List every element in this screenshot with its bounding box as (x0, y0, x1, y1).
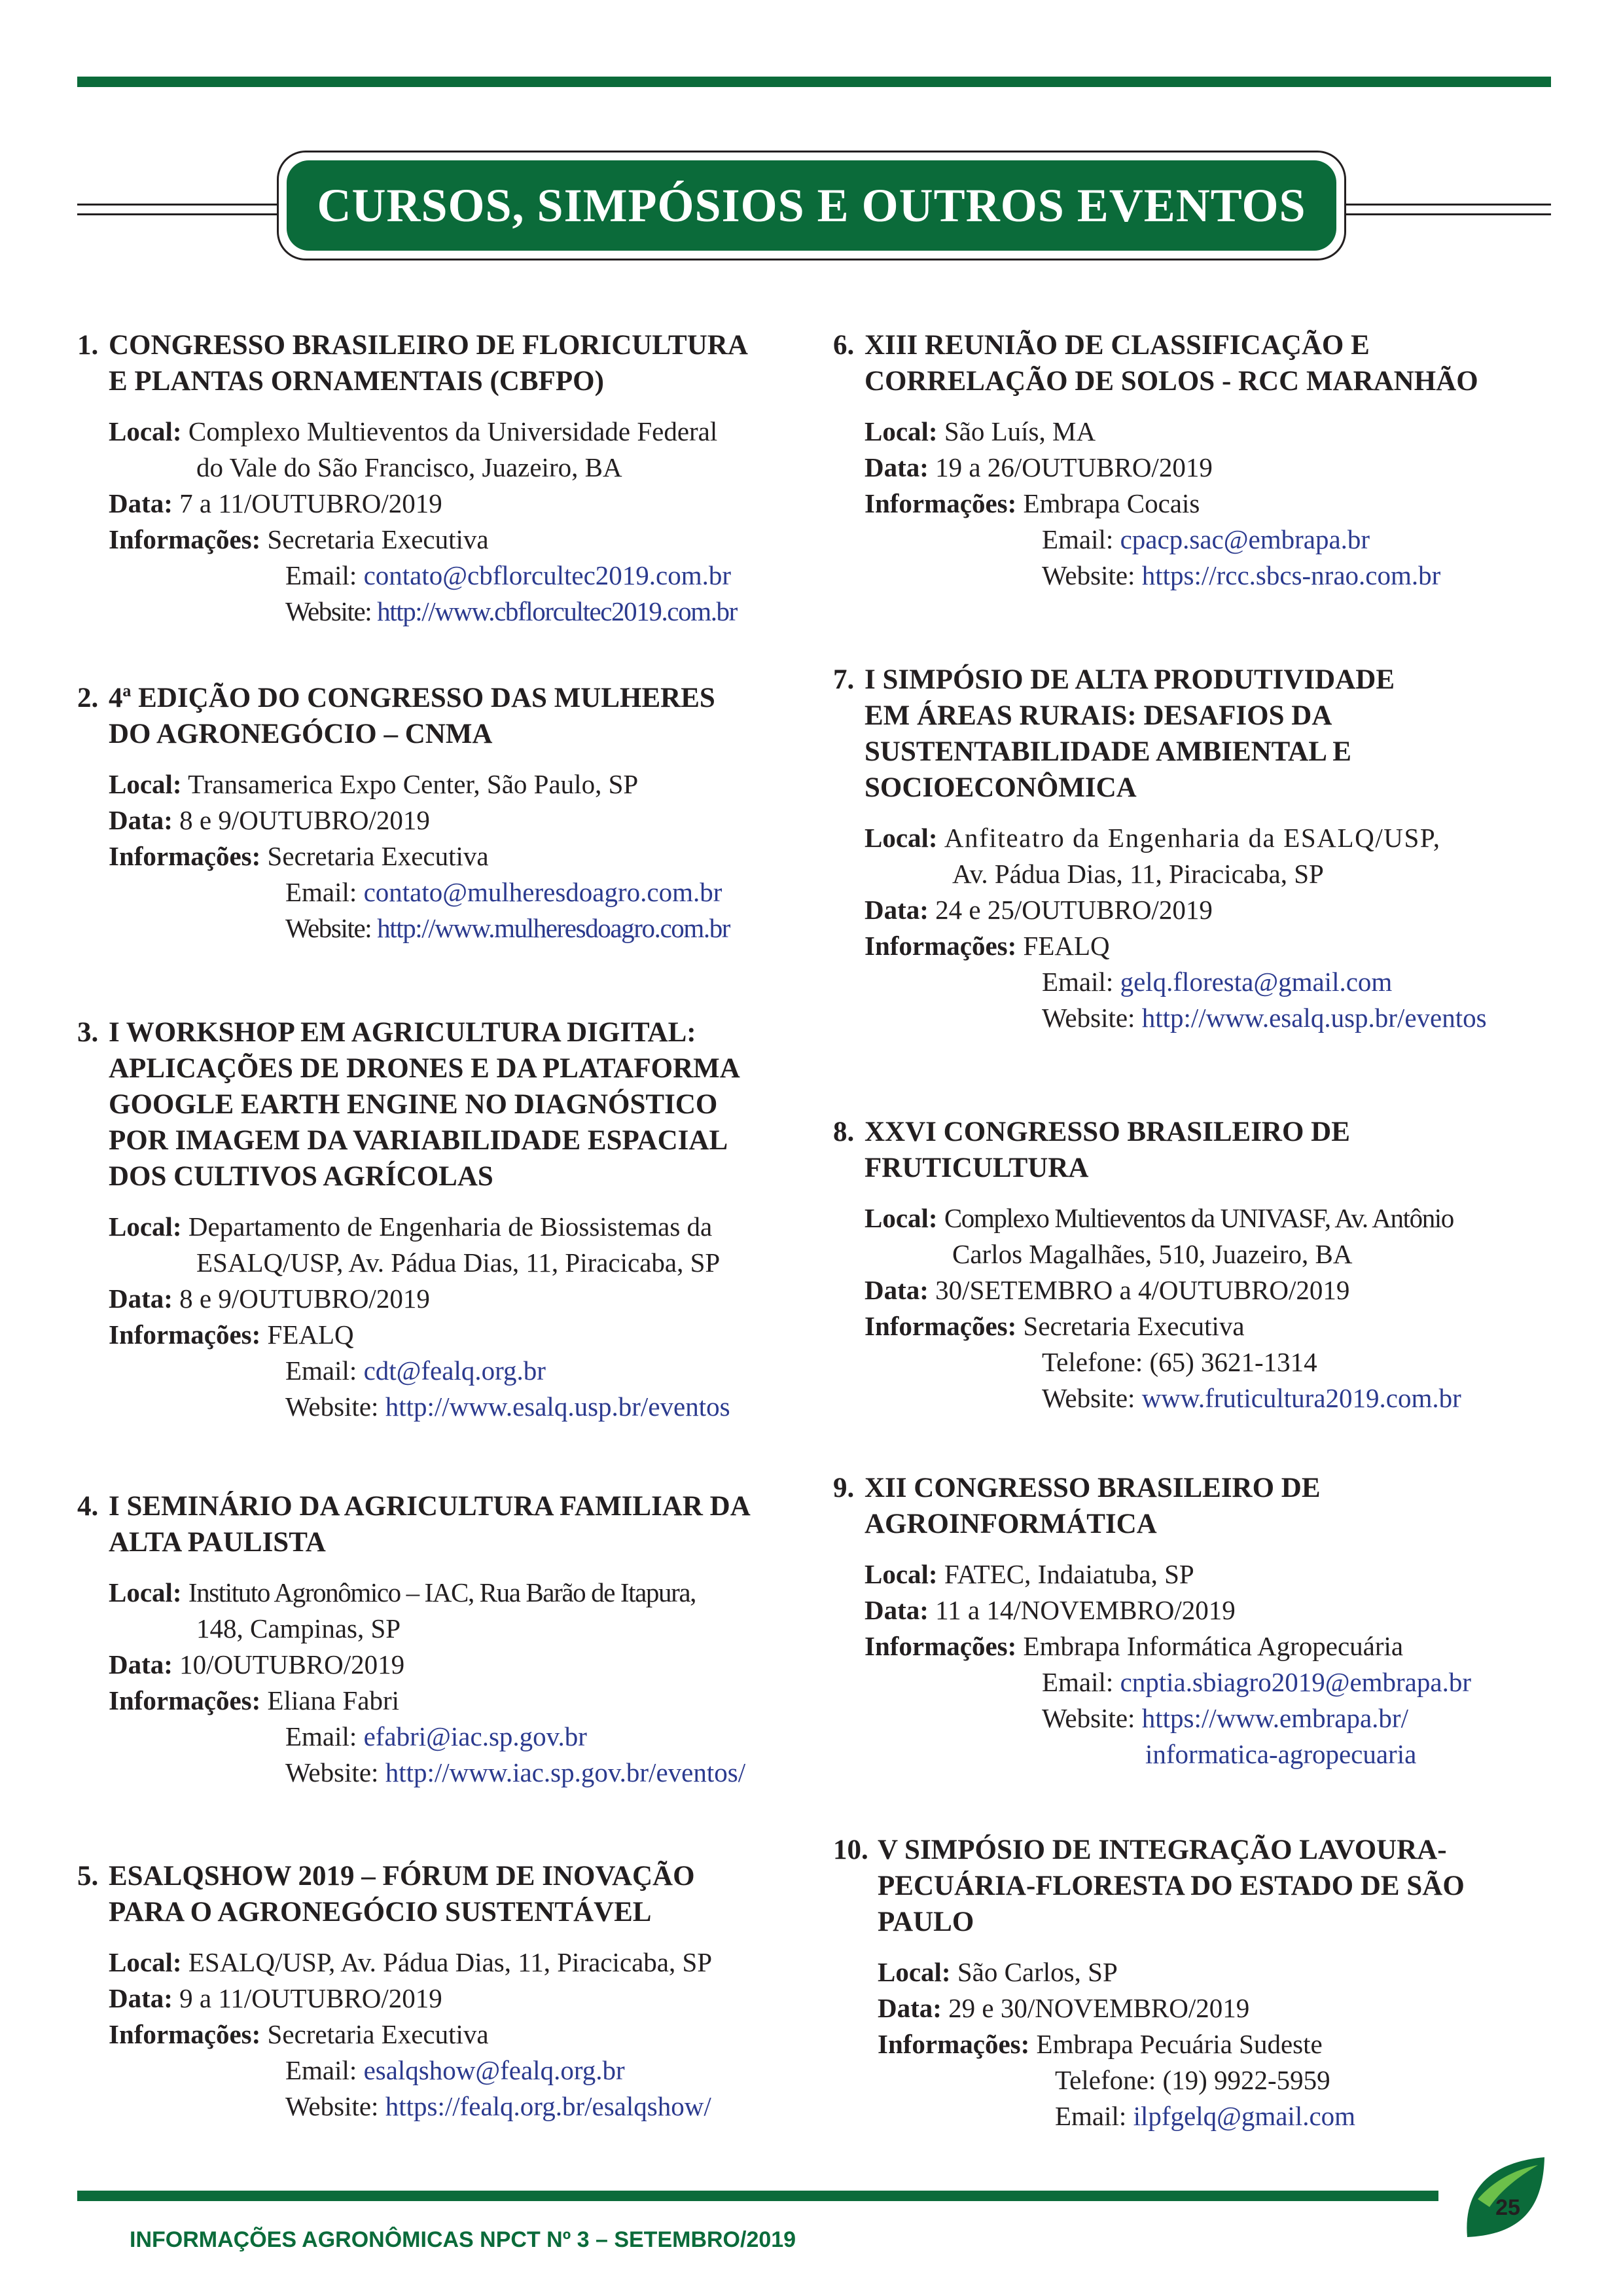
event-title (833, 1832, 1553, 1940)
phone-label: Telefone: (1042, 1347, 1143, 1377)
local-value: São Luís, MA (944, 416, 1096, 446)
event-number: 9. (833, 1473, 855, 1503)
info-value: Eliana Fabri (267, 1685, 400, 1715)
section-banner-fill (287, 160, 1336, 251)
website-label: Website: (285, 1391, 379, 1422)
date-value: 24 e 25/OUTUBRO/2019 (935, 895, 1213, 925)
event-6 (833, 327, 1553, 594)
event-1 (77, 327, 804, 630)
local-label: Local: (109, 1211, 182, 1242)
email-link[interactable]: ilpfgelq@gmail.com (1133, 2101, 1356, 2131)
event-title-line: I SIMPÓSIO DE ALTA PRODUTIVIDADE (865, 664, 1395, 695)
website-link[interactable]: www.fruticultura2019.com.br (1141, 1383, 1461, 1413)
page-number: 25 (1495, 2195, 1520, 2220)
website-link[interactable]: http://www.iac.sp.gov.br/eventos/ (385, 1757, 746, 1787)
event-title (77, 327, 804, 399)
local-label: Local: (865, 823, 938, 853)
website-link-cont[interactable]: informatica-agropecuaria (1145, 1739, 1417, 1769)
info-label: Informações: (109, 841, 261, 871)
info-label: Informações: (865, 488, 1017, 518)
email-label: Email: (285, 877, 357, 907)
event-title (833, 1114, 1553, 1186)
local-label: Local: (878, 1957, 951, 1987)
section-title: CURSOS, SIMPÓSIOS E OUTROS EVENTOS (317, 179, 1306, 232)
date-value: 9 a 11/OUTUBRO/2019 (179, 1983, 442, 2013)
event-title (833, 327, 1553, 399)
event-title-line: APLICAÇÕES DE DRONES E DA PLATAFORMA (109, 1053, 740, 1084)
event-title (77, 1014, 804, 1194)
local-value: Complexo Multieventos da Universidade Federal (188, 416, 718, 446)
local-value: Instituto Agronômico – IAC, Rua Barão de Itapura, (188, 1577, 696, 1607)
website-label: Website: (1042, 560, 1135, 590)
email-link[interactable]: gelq.floresta@gmail.com (1120, 967, 1393, 997)
event-number: 2. (77, 683, 99, 713)
website-label: Website: (1042, 1003, 1135, 1033)
info-value: Embrapa Cocais (1023, 488, 1200, 518)
event-title-line: POR IMAGEM DA VARIABILIDADE ESPACIAL (109, 1125, 728, 1156)
event-details (833, 1954, 1553, 2134)
website-link[interactable]: https://fealq.org.br/esalqshow/ (385, 2091, 711, 2121)
info-value: FEALQ (267, 1319, 354, 1350)
banner-left-rule (77, 204, 281, 215)
footer-text: INFORMAÇÕES AGRONÔMICAS NPCT Nº 3 – SETEMBRO/2019 (130, 2227, 796, 2252)
event-details (833, 1200, 1553, 1416)
date-label: Data: (109, 1283, 173, 1314)
info-label: Informações: (865, 1631, 1017, 1661)
website-link[interactable]: http://www.mulheresdoagro.com.br (377, 913, 730, 943)
event-3 (77, 1014, 804, 1425)
date-value: 8 e 9/OUTUBRO/2019 (179, 1283, 430, 1314)
event-title-line: FRUTICULTURA (865, 1153, 1089, 1183)
event-title (77, 1858, 804, 1930)
email-label: Email: (1042, 967, 1114, 997)
email-link[interactable]: contato@cbflorcultec2019.com.br (363, 560, 732, 590)
email-link[interactable]: cpacp.sac@embrapa.br (1120, 524, 1370, 554)
event-number: 3. (77, 1017, 99, 1048)
event-title-line: GOOGLE EARTH ENGINE NO DIAGNÓSTICO (109, 1089, 718, 1120)
date-label: Data: (109, 488, 173, 518)
local-value: Complexo Multieventos da UNIVASF, Av. Antônio (944, 1203, 1454, 1233)
event-title-line: PARA O AGRONEGÓCIO SUSTENTÁVEL (109, 1897, 652, 1928)
website-label: Website: (285, 1757, 379, 1787)
event-number: 5. (77, 1861, 99, 1892)
email-label: Email: (285, 1721, 357, 1751)
email-link[interactable]: efabri@iac.sp.gov.br (363, 1721, 587, 1751)
local-value: São Carlos, SP (957, 1957, 1118, 1987)
email-label: Email: (1055, 2101, 1127, 2131)
local-label: Local: (109, 1947, 182, 1977)
info-label: Informações: (865, 931, 1017, 961)
date-label: Data: (865, 1595, 929, 1625)
date-label: Data: (865, 452, 929, 482)
email-link[interactable]: cdt@fealq.org.br (363, 1355, 546, 1386)
local-label: Local: (865, 1203, 938, 1233)
email-label: Email: (285, 2055, 357, 2085)
section-banner (277, 151, 1346, 260)
info-label: Informações: (109, 524, 261, 554)
event-9 (833, 1470, 1553, 1772)
event-details (77, 1209, 804, 1425)
local-value: Departamento de Engenharia de Biossistemas da (188, 1211, 713, 1242)
event-title-line: ALTA PAULISTA (109, 1527, 326, 1558)
website-link[interactable]: http://www.esalq.usp.br/eventos (1141, 1003, 1487, 1033)
top-rule (77, 77, 1551, 87)
event-details (833, 820, 1553, 1036)
email-label: Email: (285, 1355, 357, 1386)
phone-label: Telefone: (1055, 2065, 1156, 2095)
info-label: Informações: (109, 1685, 261, 1715)
website-label: Website: (285, 596, 372, 626)
event-title-line: XXVI CONGRESSO BRASILEIRO DE (865, 1117, 1350, 1147)
local-label: Local: (865, 1559, 938, 1589)
local-label: Local: (865, 416, 938, 446)
website-label: Website: (285, 913, 372, 943)
event-5 (77, 1858, 804, 2125)
local-value-cont: Av. Pádua Dias, 11, Piracicaba, SP (952, 859, 1324, 889)
event-title-line: SUSTENTABILIDADE AMBIENTAL E (865, 736, 1351, 767)
website-link[interactable]: https://rcc.sbcs-nrao.com.br (1141, 560, 1441, 590)
event-title-line: AGROINFORMÁTICA (865, 1509, 1157, 1539)
event-number: 10. (833, 1835, 868, 1865)
date-value: 7 a 11/OUTUBRO/2019 (179, 488, 442, 518)
email-link[interactable]: cnptia.sbiagro2019@embrapa.br (1120, 1667, 1471, 1697)
local-value-cont: 148, Campinas, SP (196, 1613, 401, 1643)
local-value-cont: Carlos Magalhães, 510, Juazeiro, BA (952, 1239, 1353, 1269)
email-label: Email: (285, 560, 357, 590)
bottom-rule (77, 2191, 1438, 2201)
website-label: Website: (1042, 1703, 1135, 1733)
website-link[interactable]: http://www.cbflorcultec2019.com.br (377, 596, 737, 626)
local-label: Local: (109, 769, 182, 799)
event-details (77, 766, 804, 946)
event-number: 6. (833, 330, 855, 361)
event-4 (77, 1488, 804, 1791)
local-value: ESALQ/USP, Av. Pádua Dias, 11, Piracicaba, SP (188, 1947, 713, 1977)
date-value: 19 a 26/OUTUBRO/2019 (935, 452, 1213, 482)
local-value: Transamerica Expo Center, São Paulo, SP (188, 769, 639, 799)
event-title (833, 662, 1553, 806)
info-value: Embrapa Informática Agropecuária (1023, 1631, 1404, 1661)
event-details (833, 1556, 1553, 1772)
website-label: Website: (285, 2091, 379, 2121)
date-label: Data: (109, 805, 173, 835)
event-title-line: XIII REUNIÃO DE CLASSIFICAÇÃO E (865, 330, 1370, 361)
date-value: 11 a 14/NOVEMBRO/2019 (935, 1595, 1236, 1625)
event-details (77, 1945, 804, 2125)
event-details (77, 1575, 804, 1791)
info-value: Embrapa Pecuária Sudeste (1036, 2029, 1323, 2059)
banner-right-rule (1342, 204, 1551, 215)
event-number: 1. (77, 330, 99, 361)
event-title-line: CORRELAÇÃO DE SOLOS - RCC MARANHÃO (865, 366, 1478, 397)
date-value: 10/OUTUBRO/2019 (179, 1649, 405, 1679)
info-label: Informações: (865, 1311, 1017, 1341)
website-link[interactable]: http://www.esalq.usp.br/eventos (385, 1391, 730, 1422)
event-details (833, 414, 1553, 594)
event-title-line: 4ª EDIÇÃO DO CONGRESSO DAS MULHERES (109, 683, 715, 713)
date-value: 30/SETEMBRO a 4/OUTUBRO/2019 (935, 1275, 1350, 1305)
email-label: Email: (1042, 524, 1114, 554)
event-title-line: SOCIOECONÔMICA (865, 772, 1137, 803)
event-title-line: PECUÁRIA-FLORESTA DO ESTADO DE SÃO (878, 1871, 1465, 1901)
event-8 (833, 1114, 1553, 1416)
info-value: Secretaria Executiva (267, 2019, 489, 2049)
date-label: Data: (109, 1983, 173, 2013)
phone-value: (19) 9922-5959 (1162, 2065, 1330, 2095)
event-title (77, 680, 804, 752)
event-title-line: DOS CULTIVOS AGRÍCOLAS (109, 1161, 493, 1192)
info-value: Secretaria Executiva (267, 524, 489, 554)
date-label: Data: (865, 1275, 929, 1305)
date-label: Data: (878, 1993, 942, 2023)
event-title-line: CONGRESSO BRASILEIRO DE FLORICULTURA (109, 330, 748, 361)
date-label: Data: (865, 895, 929, 925)
event-title-line: I WORKSHOP EM AGRICULTURA DIGITAL: (109, 1017, 696, 1048)
event-title-line: V SIMPÓSIO DE INTEGRAÇÃO LAVOURA- (878, 1835, 1447, 1865)
date-value: 8 e 9/OUTUBRO/2019 (179, 805, 430, 835)
event-title-line: PAULO (878, 1907, 974, 1937)
info-value: Secretaria Executiva (1023, 1311, 1245, 1341)
info-label: Informações: (878, 2029, 1030, 2059)
date-label: Data: (109, 1649, 173, 1679)
email-link[interactable]: contato@mulheresdoagro.com.br (363, 877, 722, 907)
local-value-cont: ESALQ/USP, Av. Pádua Dias, 11, Piracicaba, SP (196, 1247, 721, 1278)
event-number: 8. (833, 1117, 855, 1147)
event-title-line: ESALQSHOW 2019 – FÓRUM DE INOVAÇÃO (109, 1861, 695, 1892)
event-title-line: E PLANTAS ORNAMENTAIS (CBFPO) (109, 366, 604, 397)
local-value: Anfiteatro da Engenharia da ESALQ/USP, (944, 823, 1441, 853)
local-value: FATEC, Indaiatuba, SP (944, 1559, 1194, 1589)
event-7 (833, 662, 1553, 1036)
local-label: Local: (109, 416, 182, 446)
email-link[interactable]: esalqshow@fealq.org.br (363, 2055, 625, 2085)
event-details (77, 414, 804, 630)
event-title (77, 1488, 804, 1560)
info-label: Informações: (109, 1319, 261, 1350)
event-title-line: DO AGRONEGÓCIO – CNMA (109, 719, 493, 749)
email-label: Email: (1042, 1667, 1114, 1697)
event-title (833, 1470, 1553, 1542)
local-value-cont: do Vale do São Francisco, Juazeiro, BA (196, 452, 622, 482)
local-label: Local: (109, 1577, 182, 1607)
event-number: 4. (77, 1491, 99, 1522)
event-title-line: EM ÁREAS RURAIS: DESAFIOS DA (865, 700, 1332, 731)
info-value: FEALQ (1023, 931, 1110, 961)
event-number: 7. (833, 664, 855, 695)
date-value: 29 e 30/NOVEMBRO/2019 (948, 1993, 1250, 2023)
phone-value: (65) 3621-1314 (1149, 1347, 1317, 1377)
event-title-line: XII CONGRESSO BRASILEIRO DE (865, 1473, 1321, 1503)
info-label: Informações: (109, 2019, 261, 2049)
event-title-line: I SEMINÁRIO DA AGRICULTURA FAMILIAR DA (109, 1491, 751, 1522)
event-2 (77, 680, 804, 946)
event-10 (833, 1832, 1553, 2134)
website-link[interactable]: https://www.embrapa.br/ (1141, 1703, 1408, 1733)
website-label: Website: (1042, 1383, 1135, 1413)
info-value: Secretaria Executiva (267, 841, 489, 871)
